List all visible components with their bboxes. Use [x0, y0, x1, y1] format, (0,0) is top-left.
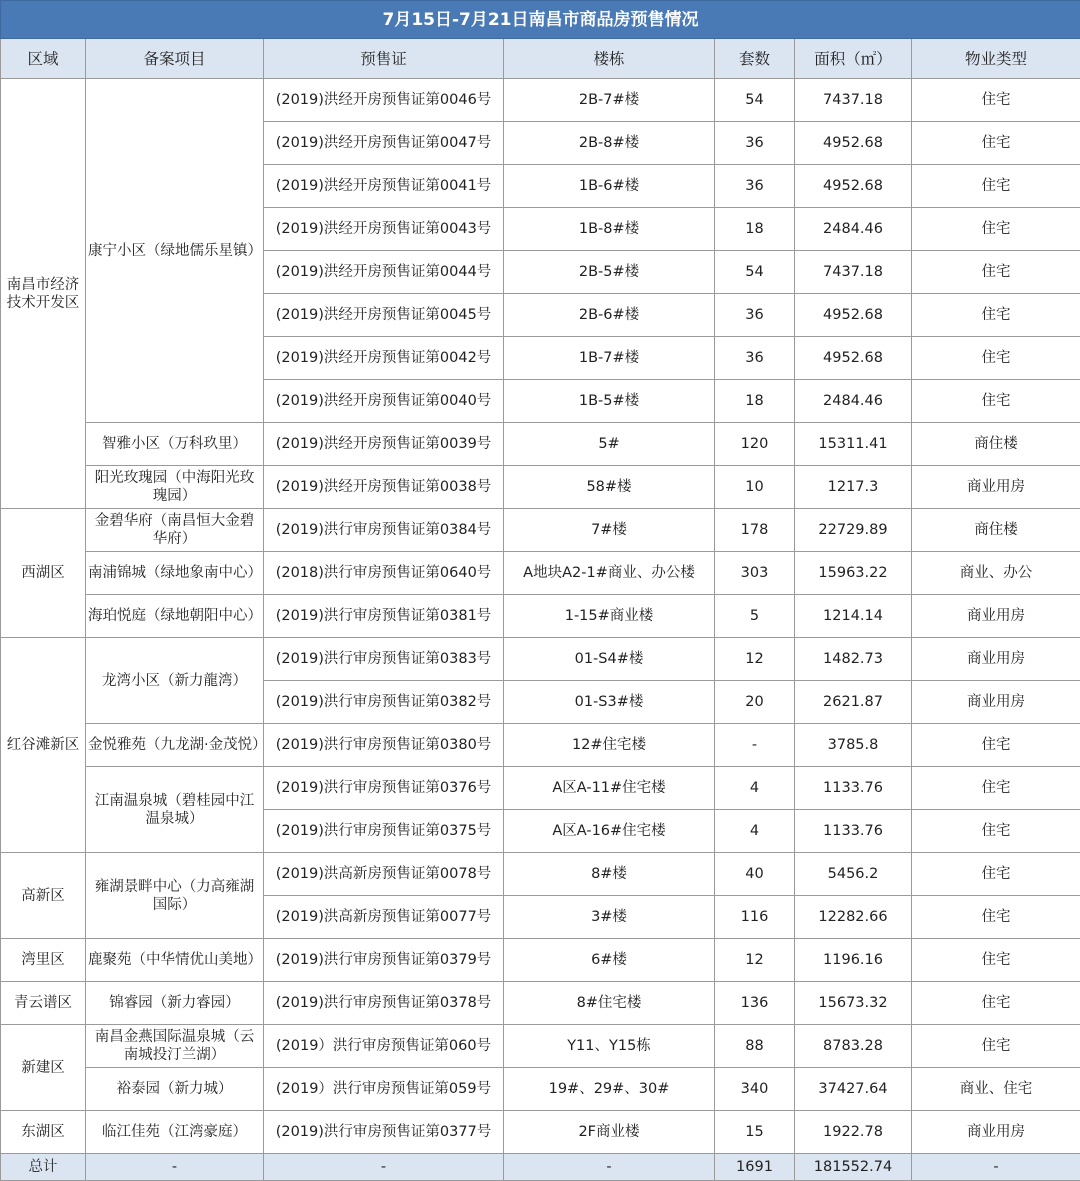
type-cell: 住宅	[912, 165, 1080, 208]
table-row	[1, 423, 1080, 466]
project-cell: 南浦锦城（绿地象南中心）	[86, 552, 264, 595]
units-cell: 116	[715, 896, 795, 939]
units-cell: 4	[715, 810, 795, 853]
table-row	[1, 939, 1080, 982]
area-cell: 15311.41	[795, 423, 912, 466]
certificate-cell: (2019)洪经开房预售证第0038号	[264, 466, 504, 509]
area-cell: 4952.68	[795, 165, 912, 208]
units-cell: 15	[715, 1111, 795, 1154]
certificate-cell: (2019)洪行审房预售证第0381号	[264, 595, 504, 638]
area-cell: 1196.16	[795, 939, 912, 982]
certificate-cell: (2019)洪经开房预售证第0039号	[264, 423, 504, 466]
units-cell: 36	[715, 122, 795, 165]
units-cell: 12	[715, 939, 795, 982]
certificate-cell: (2019)洪行审房预售证第0382号	[264, 681, 504, 724]
header-building: 楼栋	[504, 39, 715, 79]
region-cell: 青云谱区	[1, 982, 86, 1025]
area-cell: 1482.73	[795, 638, 912, 681]
project-cell: 龙湾小区（新力龍湾）	[86, 638, 264, 724]
units-cell: 36	[715, 337, 795, 380]
certificate-cell: (2019)洪行审房预售证第0377号	[264, 1111, 504, 1154]
units-cell: 40	[715, 853, 795, 896]
project-cell: 康宁小区（绿地儒乐星镇）	[86, 79, 264, 423]
type-cell: 住宅	[912, 380, 1080, 423]
region-cell: 西湖区	[1, 509, 86, 638]
building-cell: A区A-11#住宅楼	[504, 767, 715, 810]
units-cell: 4	[715, 767, 795, 810]
region-cell: 高新区	[1, 853, 86, 939]
type-cell: 住宅	[912, 810, 1080, 853]
table-row	[1, 853, 1080, 896]
table-row	[1, 79, 1080, 122]
units-cell: 20	[715, 681, 795, 724]
total-row	[1, 1154, 1080, 1181]
type-cell: 商住楼	[912, 423, 1080, 466]
type-cell: 住宅	[912, 251, 1080, 294]
type-cell: 住宅	[912, 939, 1080, 982]
certificate-cell: (2019)洪行审房预售证第0380号	[264, 724, 504, 767]
area-cell: 1217.3	[795, 466, 912, 509]
building-cell: 3#楼	[504, 896, 715, 939]
total-project: -	[86, 1154, 264, 1181]
total-building: -	[504, 1154, 715, 1181]
certificate-cell: (2019)洪经开房预售证第0041号	[264, 165, 504, 208]
area-cell: 1922.78	[795, 1111, 912, 1154]
area-cell: 12282.66	[795, 896, 912, 939]
certificate-cell: (2019)洪经开房预售证第0047号	[264, 122, 504, 165]
header-type: 物业类型	[912, 39, 1080, 79]
units-cell: 10	[715, 466, 795, 509]
type-cell: 商业、住宅	[912, 1068, 1080, 1111]
building-cell: 7#楼	[504, 509, 715, 552]
project-cell: 江南温泉城（碧桂园中江温泉城）	[86, 767, 264, 853]
certificate-cell: (2019)洪经开房预售证第0044号	[264, 251, 504, 294]
table-title: 7月15日-7月21日南昌市商品房预售情况	[1, 1, 1080, 39]
certificate-cell: (2019)洪高新房预售证第0078号	[264, 853, 504, 896]
certificate-cell: (2019)洪经开房预售证第0042号	[264, 337, 504, 380]
type-cell: 商业用房	[912, 595, 1080, 638]
area-cell: 8783.28	[795, 1025, 912, 1068]
building-cell: 2B-6#楼	[504, 294, 715, 337]
building-cell: 5#	[504, 423, 715, 466]
project-cell: 阳光玫瑰园（中海阳光玫瑰园）	[86, 466, 264, 509]
building-cell: A地块A2-1#商业、办公楼	[504, 552, 715, 595]
units-cell: 54	[715, 79, 795, 122]
project-cell: 雍湖景畔中心（力高雍湖国际）	[86, 853, 264, 939]
table-row	[1, 982, 1080, 1025]
type-cell: 住宅	[912, 208, 1080, 251]
project-cell: 海珀悦庭（绿地朝阳中心）	[86, 595, 264, 638]
table-row	[1, 509, 1080, 552]
region-cell: 新建区	[1, 1025, 86, 1111]
region-cell: 东湖区	[1, 1111, 86, 1154]
area-cell: 7437.18	[795, 251, 912, 294]
table-row	[1, 552, 1080, 595]
type-cell: 住宅	[912, 337, 1080, 380]
type-cell: 商住楼	[912, 509, 1080, 552]
area-cell: 2621.87	[795, 681, 912, 724]
units-cell: 178	[715, 509, 795, 552]
units-cell: 88	[715, 1025, 795, 1068]
units-cell: 36	[715, 165, 795, 208]
certificate-cell: (2019）洪行审房预售证第059号	[264, 1068, 504, 1111]
building-cell: Y11、Y15栋	[504, 1025, 715, 1068]
building-cell: 2B-7#楼	[504, 79, 715, 122]
certificate-cell: (2019)洪行审房预售证第0384号	[264, 509, 504, 552]
table-row	[1, 767, 1080, 810]
total-units: 1691	[715, 1154, 795, 1181]
certificate-cell: (2019)洪行审房预售证第0375号	[264, 810, 504, 853]
project-cell: 金碧华府（南昌恒大金碧华府）	[86, 509, 264, 552]
units-cell: 18	[715, 208, 795, 251]
project-cell: 鹿聚苑（中华情优山美地）	[86, 939, 264, 982]
type-cell: 商业用房	[912, 1111, 1080, 1154]
building-cell: 01-S3#楼	[504, 681, 715, 724]
units-cell: 54	[715, 251, 795, 294]
building-cell: 2B-5#楼	[504, 251, 715, 294]
area-cell: 37427.64	[795, 1068, 912, 1111]
type-cell: 住宅	[912, 724, 1080, 767]
area-cell: 15963.22	[795, 552, 912, 595]
area-cell: 2484.46	[795, 380, 912, 423]
table-row	[1, 1068, 1080, 1111]
area-cell: 22729.89	[795, 509, 912, 552]
header-units: 套数	[715, 39, 795, 79]
units-cell: 303	[715, 552, 795, 595]
table-row	[1, 1111, 1080, 1154]
certificate-cell: (2019)洪高新房预售证第0077号	[264, 896, 504, 939]
type-cell: 住宅	[912, 982, 1080, 1025]
type-cell: 住宅	[912, 853, 1080, 896]
type-cell: 商业用房	[912, 466, 1080, 509]
region-cell: 南昌市经济技术开发区	[1, 79, 86, 509]
table-row	[1, 1025, 1080, 1068]
area-cell: 1214.14	[795, 595, 912, 638]
type-cell: 商业、办公	[912, 552, 1080, 595]
area-cell: 2484.46	[795, 208, 912, 251]
building-cell: 1B-6#楼	[504, 165, 715, 208]
area-cell: 4952.68	[795, 337, 912, 380]
building-cell: 8#住宅楼	[504, 982, 715, 1025]
header-certificate: 预售证	[264, 39, 504, 79]
area-cell: 1133.76	[795, 767, 912, 810]
area-cell: 3785.8	[795, 724, 912, 767]
title-row	[1, 1, 1080, 39]
units-cell: 136	[715, 982, 795, 1025]
total-area: 181552.74	[795, 1154, 912, 1181]
type-cell: 住宅	[912, 79, 1080, 122]
certificate-cell: (2019）洪行审房预售证第060号	[264, 1025, 504, 1068]
building-cell: 19#、29#、30#	[504, 1068, 715, 1111]
building-cell: 8#楼	[504, 853, 715, 896]
total-type: -	[912, 1154, 1080, 1181]
building-cell: 6#楼	[504, 939, 715, 982]
building-cell: A区A-16#住宅楼	[504, 810, 715, 853]
building-cell: 2F商业楼	[504, 1111, 715, 1154]
header-row	[1, 39, 1080, 79]
project-cell: 金悦雅苑（九龙湖·金茂悦）	[86, 724, 264, 767]
project-cell: 裕泰园（新力城）	[86, 1068, 264, 1111]
certificate-cell: (2019)洪经开房预售证第0040号	[264, 380, 504, 423]
area-cell: 1133.76	[795, 810, 912, 853]
building-cell: 1B-7#楼	[504, 337, 715, 380]
total-certificate: -	[264, 1154, 504, 1181]
table-row	[1, 724, 1080, 767]
project-cell: 临江佳苑（江湾豪庭）	[86, 1111, 264, 1154]
type-cell: 住宅	[912, 122, 1080, 165]
building-cell: 12#住宅楼	[504, 724, 715, 767]
certificate-cell: (2019)洪经开房预售证第0045号	[264, 294, 504, 337]
certificate-cell: (2019)洪经开房预售证第0046号	[264, 79, 504, 122]
region-cell: 湾里区	[1, 939, 86, 982]
type-cell: 商业用房	[912, 681, 1080, 724]
units-cell: 12	[715, 638, 795, 681]
header-region: 区域	[1, 39, 86, 79]
area-cell: 7437.18	[795, 79, 912, 122]
type-cell: 商业用房	[912, 638, 1080, 681]
building-cell: 58#楼	[504, 466, 715, 509]
header-project: 备案项目	[86, 39, 264, 79]
units-cell: 5	[715, 595, 795, 638]
certificate-cell: (2019)洪行审房预售证第0378号	[264, 982, 504, 1025]
building-cell: 1-15#商业楼	[504, 595, 715, 638]
certificate-cell: (2018)洪行审房预售证第0640号	[264, 552, 504, 595]
building-cell: 1B-8#楼	[504, 208, 715, 251]
certificate-cell: (2019)洪行审房预售证第0376号	[264, 767, 504, 810]
type-cell: 住宅	[912, 1025, 1080, 1068]
building-cell: 01-S4#楼	[504, 638, 715, 681]
table-row	[1, 638, 1080, 681]
building-cell: 1B-5#楼	[504, 380, 715, 423]
region-cell: 红谷滩新区	[1, 638, 86, 853]
table-row	[1, 466, 1080, 509]
units-cell: 120	[715, 423, 795, 466]
building-cell: 2B-8#楼	[504, 122, 715, 165]
area-cell: 4952.68	[795, 122, 912, 165]
type-cell: 住宅	[912, 896, 1080, 939]
units-cell: 340	[715, 1068, 795, 1111]
area-cell: 15673.32	[795, 982, 912, 1025]
table-row	[1, 595, 1080, 638]
total-label: 总计	[1, 1154, 86, 1181]
type-cell: 住宅	[912, 767, 1080, 810]
type-cell: 住宅	[912, 294, 1080, 337]
area-cell: 5456.2	[795, 853, 912, 896]
area-cell: 4952.68	[795, 294, 912, 337]
header-area: 面积（㎡）	[795, 39, 912, 79]
units-cell: 18	[715, 380, 795, 423]
certificate-cell: (2019)洪行审房预售证第0379号	[264, 939, 504, 982]
certificate-cell: (2019)洪经开房预售证第0043号	[264, 208, 504, 251]
project-cell: 锦睿园（新力睿园）	[86, 982, 264, 1025]
units-cell: -	[715, 724, 795, 767]
project-cell: 智雅小区（万科玖里）	[86, 423, 264, 466]
certificate-cell: (2019)洪行审房预售证第0383号	[264, 638, 504, 681]
units-cell: 36	[715, 294, 795, 337]
project-cell: 南昌金燕国际温泉城（云南城投汀兰湖）	[86, 1025, 264, 1068]
